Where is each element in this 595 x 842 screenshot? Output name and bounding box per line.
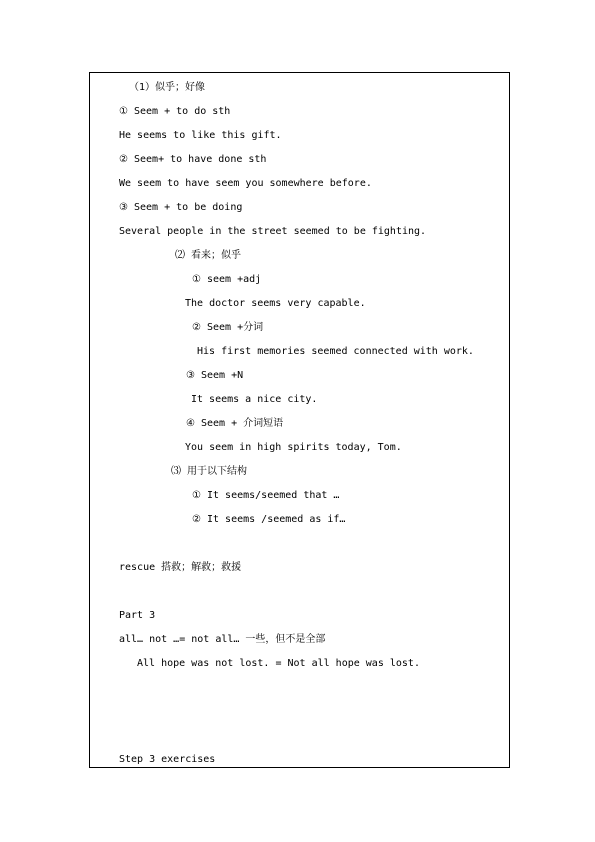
pattern-6: ③ Seem +N (186, 370, 244, 381)
vocab-rescue: rescue 搭救；解救；救援 (119, 562, 242, 573)
example-4: The doctor seems very capable. (185, 298, 366, 309)
all-not-example: All hope was not lost. = Not all hope was lost. (137, 658, 420, 669)
example-3: Several people in the street seemed to be fighting. (119, 226, 427, 237)
pattern-1: ① Seem + to do sth (119, 106, 231, 117)
meaning-heading-3: ⑶ 用于以下结构 (171, 466, 248, 477)
pattern-2: ② Seem+ to have done sth (119, 154, 267, 165)
structure-2: ② It seems /seemed as if… (192, 514, 346, 525)
meaning-heading-2: ⑵ 看来；似乎 (175, 250, 242, 261)
example-6: It seems a nice city. (191, 394, 318, 405)
all-not-pattern: all… not …= not all… 一些，但不是全部 (119, 634, 326, 645)
meaning-heading-1: （1）似乎；好像 (129, 82, 206, 93)
example-1: He seems to like this gift. (119, 130, 282, 141)
example-2: We seem to have seem you somewhere before. (119, 178, 372, 189)
pattern-3: ③ Seem + to be doing (119, 202, 243, 213)
pattern-4: ① seem +adj (192, 274, 262, 285)
example-5: His first memories seemed connected with work. (197, 346, 474, 357)
pattern-7: ④ Seem + 介词短语 (186, 418, 284, 429)
example-7: You seem in high spirits today, Tom. (185, 442, 402, 453)
structure-1: ① It seems/seemed that … (192, 490, 340, 501)
part-3-heading: Part 3 (119, 610, 156, 621)
pattern-5: ② Seem +分词 (192, 322, 264, 333)
step-3-heading: Step 3 exercises (119, 754, 216, 765)
